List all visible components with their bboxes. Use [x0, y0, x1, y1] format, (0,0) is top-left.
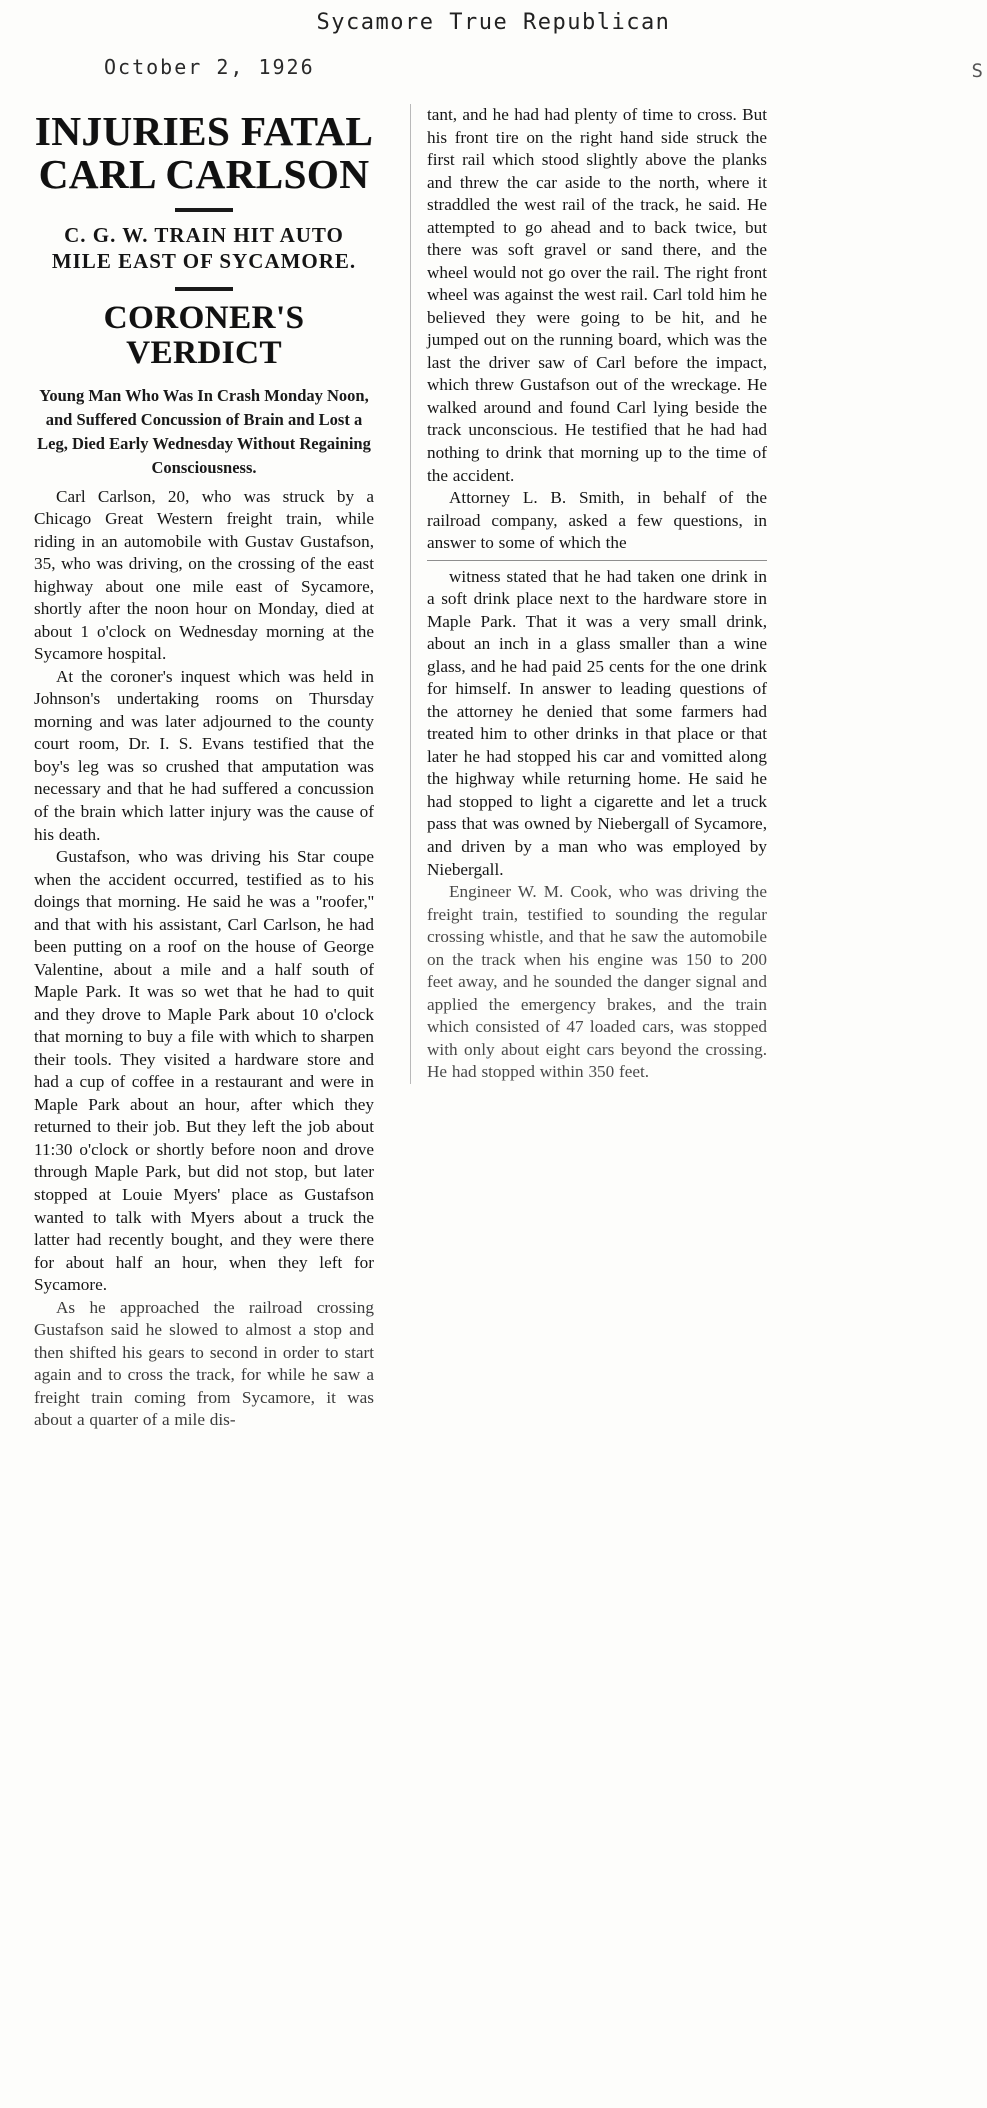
column-left [34, 104, 374, 1432]
paragraph: tant, and he had had plenty of time to cross. But his front tire on the right hand side struck the first rail which stood slightly above the planks and threw the car aside to the north, where it straddled the west rail of the track, he said. He attempted to go ahead and to back twice, but there was soft gravel or sand there, and the wheel would not go over the rail. The right front wheel was against the west rail. Carl told him he believed they were going to be hit, and he jumped out on the running board, which was the last the driver saw of Carl before the impact, which threw Gustafson out of the wreckage. He walked around and found Carl lying beside the track unconscious. He testified that he had had nothing to drink that morning up to the time of the accident. [427, 105, 767, 485]
subheadline [34, 222, 374, 275]
paragraph: As he approached the railroad crossing Gustafson said he slowed to almost a stop and then shifted his gears to second in order to start again and to cross the track, for while he saw a freight train coming from Sycamore, it was about a quarter of a mile dis- [34, 1297, 374, 1430]
secondary-headline: CORONER'S VERDICT [103, 299, 305, 372]
article-deck: Young Man Who Was In Crash Monday Noon, and Suffered Concussion of Brain and Lost a Leg, Died Early Wednesday Without Regaining Consciousness. [37, 385, 371, 477]
subheadline-line-2: MILE EAST OF SYCAMORE. [51, 249, 357, 274]
paragraph: witness stated that he had taken one drink in a soft drink place next to the hardware store in Maple Park. That it was a very small drink, about an inch in a glass smaller than a wine glass, and he had paid 25 cents for the one drink for himself. In answer to leading questions of the attorney he denied that some farmers had treated him to other drinks in that place or that later he had stopped his car and vomitted along the highway while returning home. He said he had stopped to light a cigarette and let a truck pass that was owned by Niebergall of Sycamore, and driven by a man who was employed by Niebergall. [427, 566, 767, 879]
divider-rule-2 [175, 287, 233, 291]
paragraph: Gustafson, who was driving his Star coupe when the accident occurred, testified as to his doings that morning. He said he was a ''roofer,'' and that with his assistant, Carl Carlson, he had been putting on a roof on the house of George Valentine, about a mile and a half south of Maple Park. It was so wet that he had to quit and they drove to Maple Park about 10 o'clock that morning to buy a file with which to sharpen their tools. They visited a hardware store and had a cup of coffee in a restaurant and were in Maple Park about an hour, after which they returned to their job. But they left the job about 11:30 o'clock or shortly before noon and drove through Maple Park, but did not stop, but later stopped at Louie Myers' place as Gustafson wanted to talk with Myers about a truck the latter had recently bought, and they were there for about half an hour, when they left for Sycamore. [34, 847, 374, 1295]
masthead-title: Sycamore True Republican [316, 10, 671, 35]
divider-rule-1 [175, 208, 233, 212]
column-right [410, 104, 767, 1084]
headline-line-2: CARL CARLSON [38, 151, 370, 198]
page-edge-mark: S [971, 60, 983, 82]
paragraph: Attorney L. B. Smith, in behalf of the railroad company, asked a few questions, in answer to some of which the [427, 488, 767, 553]
column-hairline [427, 560, 767, 561]
paragraph: Carl Carlson, 20, who was struck by a Chicago Great Western freight train, while riding in an automobile with Gustav Gustafson, 35, who was driving, on the crossing of the east highway about one mile east of Sycamore, shortly after the noon hour on Monday, died at about 1 o'clock on Wednesday morning at the Sycamore hospital. [34, 486, 374, 664]
article-columns [28, 104, 960, 2094]
paragraph: At the coroner's inquest which was held in Johnson's undertaking rooms on Thursday morning and was later adjourned to the county court room, Dr. I. S. Evans testified that the boy's leg was so crushed that amputation was necessary and that he had suffered a concussion of the brain which latter injury was the cause of his death. [34, 666, 374, 844]
paragraph: Engineer W. M. Cook, who was driving the freight train, testified to sounding the regular crossing whistle, and that he saw the automobile on the track when his engine was 150 to 200 feet away, and he sounded the danger signal and applied the emergency brakes, and the train which consisted of 47 loaded cars, was stopped with only about eight cars beyond the crossing. He had stopped within 350 feet. [427, 882, 767, 1082]
headline-line-1: INJURIES FATAL [34, 108, 374, 154]
issue-date: October 2, 1926 [104, 55, 315, 79]
subheadline-line-1: C. G. W. TRAIN HIT AUTO [64, 223, 344, 248]
page-title [34, 110, 374, 196]
